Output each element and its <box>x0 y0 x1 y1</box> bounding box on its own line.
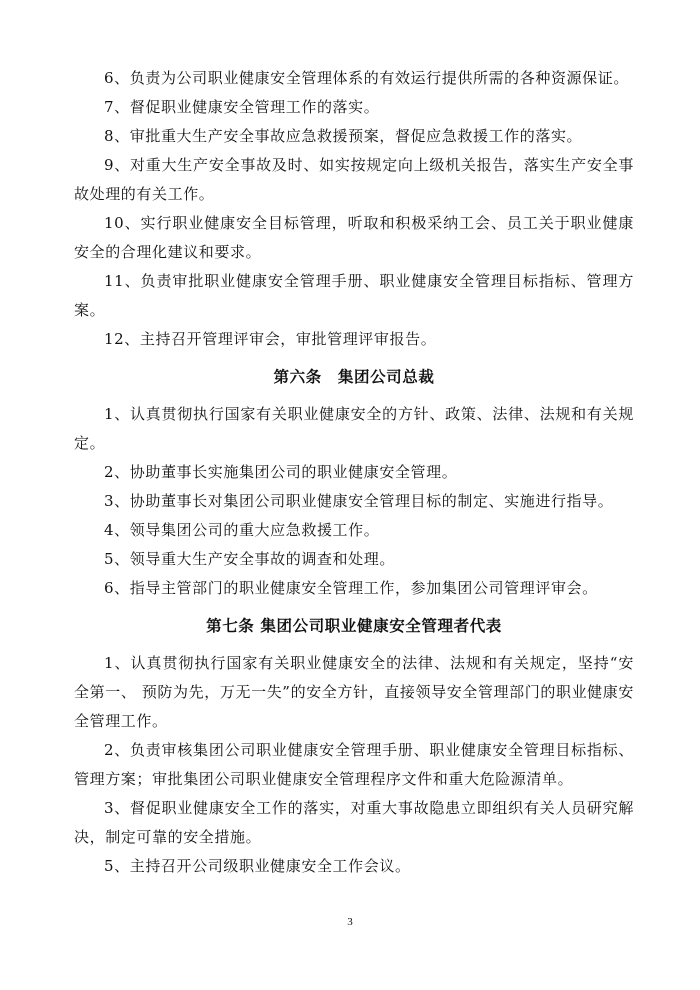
list-item: 12、主持召开管理评审会，审批管理评审报告。 <box>104 330 437 348</box>
list-item: 7、督促职业健康安全管理工作的落实。 <box>104 98 380 116</box>
list-item: 3、督促职业健康安全工作的落实，对重大事故隐患立即组织有关人员研究解决，制定可靠的安全措施。 <box>74 799 634 846</box>
list-item: 2、协助董事长实施集团公司的职业健康安全管理。 <box>104 463 458 481</box>
document-body <box>74 64 634 881</box>
list-item: 5、领导重大生产安全事故的调查和处理。 <box>104 550 395 568</box>
list-item: 1、认真贯彻执行国家有关职业健康安全的法律、法规和有关规定，坚持“安全第一、 预防为先，万无一失”的安全方针，直接领导安全管理部门的职业健康安全管理工作。 <box>74 654 634 730</box>
list-item: 2、负责审核集团公司职业健康安全管理手册、职业健康安全管理目标指标、管理方案；审批集团公司职业健康安全管理程序文件和重大危险源清单。 <box>74 741 634 788</box>
list-item: 9、对重大生产安全事故及时、如实按规定向上级机关报告，落实生产安全事故处理的有关工作。 <box>74 156 634 203</box>
list-item: 4、领导集团公司的重大应急救援工作。 <box>104 521 380 539</box>
list-item: 6、负责为公司职业健康安全管理体系的有效运行提供所需的各种资源保证。 <box>104 69 629 87</box>
list-item: 3、协助董事长对集团公司职业健康安全管理目标的制定、实施进行指导。 <box>104 492 614 510</box>
list-item: 11、负责审批职业健康安全管理手册、职业健康安全管理目标指标、管理方案。 <box>74 272 634 319</box>
list-item: 5、主持召开公司级职业健康安全工作会议。 <box>104 857 411 875</box>
article6-heading: 第六条 集团公司总裁 <box>273 367 435 386</box>
article7-heading: 第七条 集团公司职业健康安全管理者代表 <box>206 616 502 635</box>
list-item: 6、指导主管部门的职业健康安全管理工作，参加集团公司管理评审会。 <box>104 579 598 597</box>
list-item: 1、认真贯彻执行国家有关职业健康安全的方针、政策、法律、法规和有关规定。 <box>74 405 634 452</box>
list-item: 10、实行职业健康安全目标管理，听取和积极采纳工会、员工关于职业健康安全的合理化建议和要求。 <box>74 214 634 261</box>
list-item: 8、审批重大生产安全事故应急救援预案，督促应急救援工作的落实。 <box>104 127 583 145</box>
article7-list <box>74 649 634 881</box>
page-number: 3 <box>347 916 353 928</box>
article6-list <box>74 400 634 603</box>
section-top-list <box>74 64 634 354</box>
